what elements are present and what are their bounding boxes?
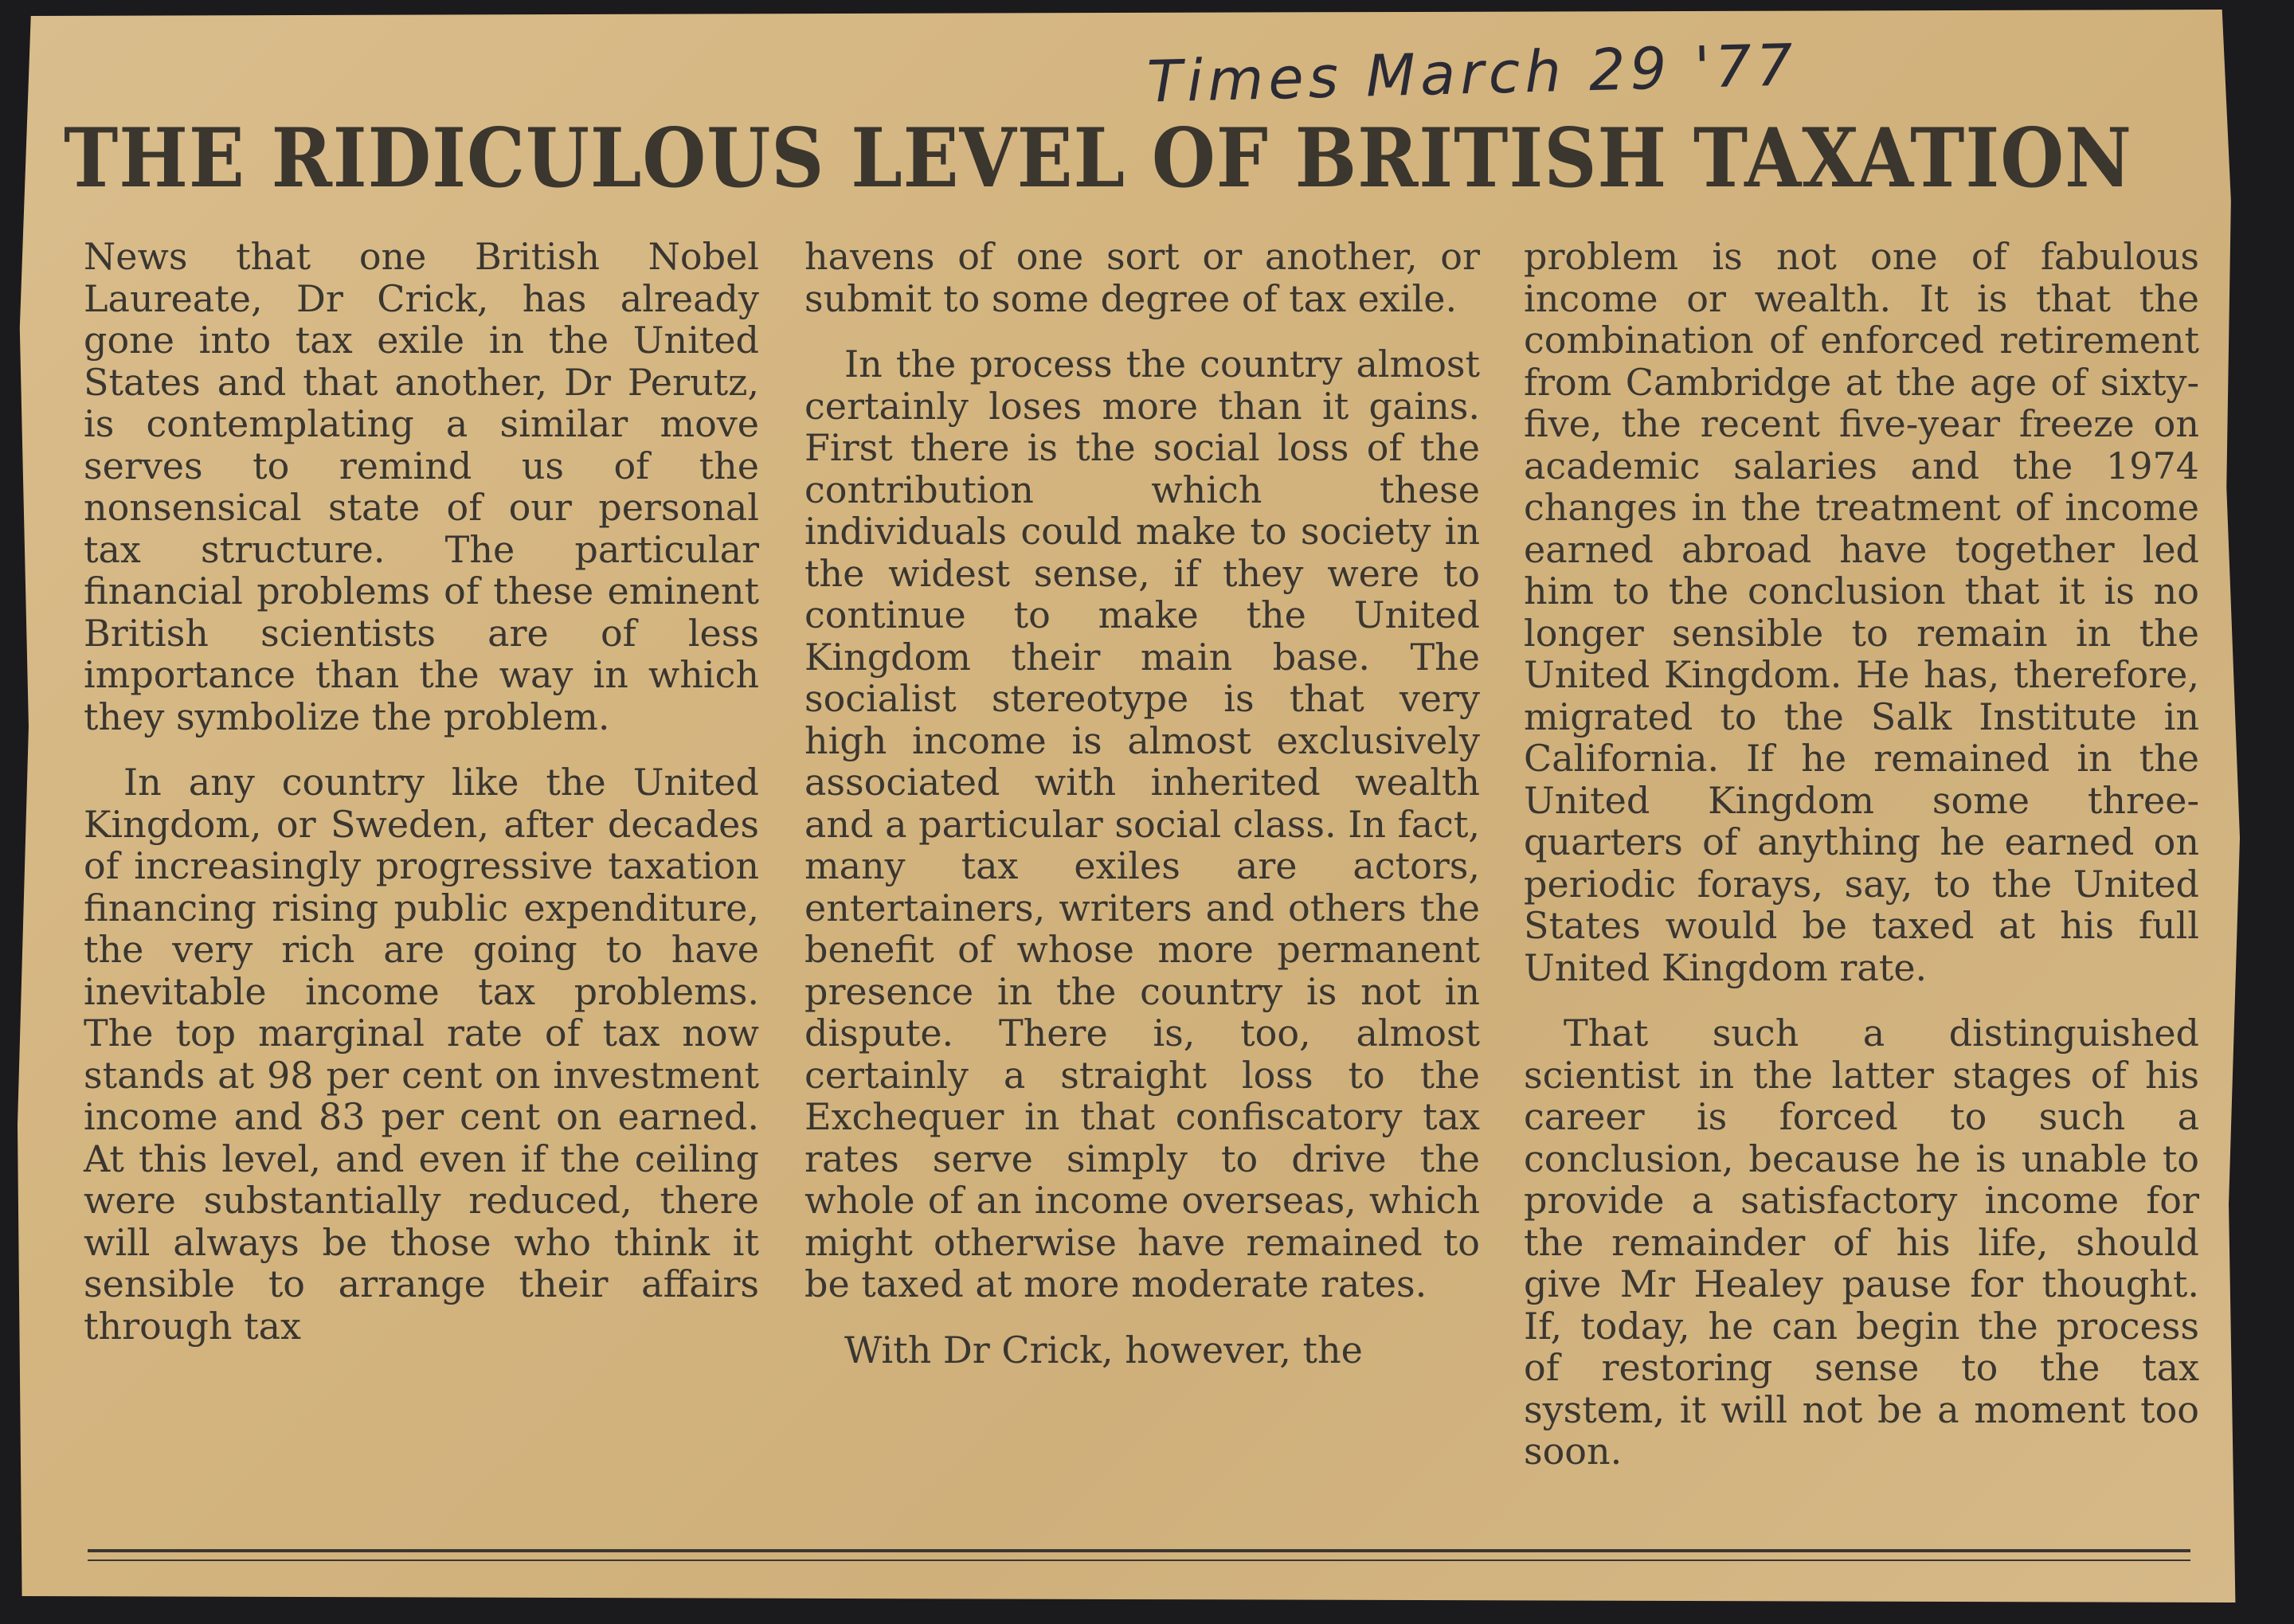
bottom-rule-thin [88, 1559, 2190, 1561]
bottom-rule [88, 1549, 2190, 1552]
paragraph: In any country like the United Kingdom, or Sweden, after decades of increasingly progressive taxation financing rising public expenditure, the very rich are going to have inevitable income tax problems. The top marginal rate of tax now stands at 98 per cent on investment income and 83 per cent on earned. At this level, and even if the ceiling were substantially reduced, there will always be those who think it sensible to arrange their affairs through tax [84, 761, 759, 1348]
headline: THE RIDICULOUS LEVEL OF BRITISH TAXATION [64, 111, 2132, 206]
paragraph: With Dr Crick, however, the [844, 1328, 1363, 1372]
paragraph: News that one British Nobel Laureate, Dr Crick, has already gone into tax exile in the United States and that another, Dr Perutz, is contemplating a similar move serves to remind us of the nonsensical state of our personal tax structure. The particular financial problems of these eminent British scientists are of less importance than the way in which they symbolize the problem. [84, 235, 759, 738]
handwritten-annotation: Times March 29 '77 [1146, 31, 1799, 115]
paragraph: havens of one sort or another, or submit to some degree of tax exile. [804, 235, 1480, 320]
article-body [76, 236, 2198, 1502]
paragraph: problem is not one of fabulous income or wealth. It is that the combination of enforced retirement from Cambridge at the age of sixty-five, the recent five-year freeze on academic salaries and the 1974 changes in the treatment of income earned abroad have together led him to the conclusion that it is no longer sensible to remain in the United Kingdom. He has, therefore, migrated to the Salk Institute in California. If he remained in the United Kingdom some three-quarters of anything he earned on periodic forays, say, to the United States would be taxed at his full United Kingdom rate. [1524, 235, 2199, 989]
paragraph: That such a distinguished scientist in the latter stages of his career is forced to such a conclusion, because he is unable to provide a satisfactory income for the remainder of his life, should give Mr Healey pause for thought. If, today, he can begin the process of restoring sense to the tax system, it will not be a moment too soon. [1524, 1012, 2199, 1473]
article-column-3 [1524, 236, 2199, 1473]
paragraph: In the process the country almost certainly loses more than it gains. First there is the social loss of the contribution which these individuals could make to society in the widest sense, if they were to continue to make the United Kingdom their main base. The socialist stereotype is that very high income is almost exclusively associated with inherited wealth and a particular social class. In fact, many tax exiles are actors, entertainers, writers and others the benefit of whose more permanent presence in the country is not in dispute. There is, too, almost certainly a straight loss to the Exchequer in that confiscatory tax rates serve simply to drive the whole of an income overseas, which might otherwise have remained to be taxed at more moderate rates. [804, 342, 1480, 1305]
article-column-1 [84, 236, 759, 1347]
article-column-2 [804, 236, 1480, 1371]
